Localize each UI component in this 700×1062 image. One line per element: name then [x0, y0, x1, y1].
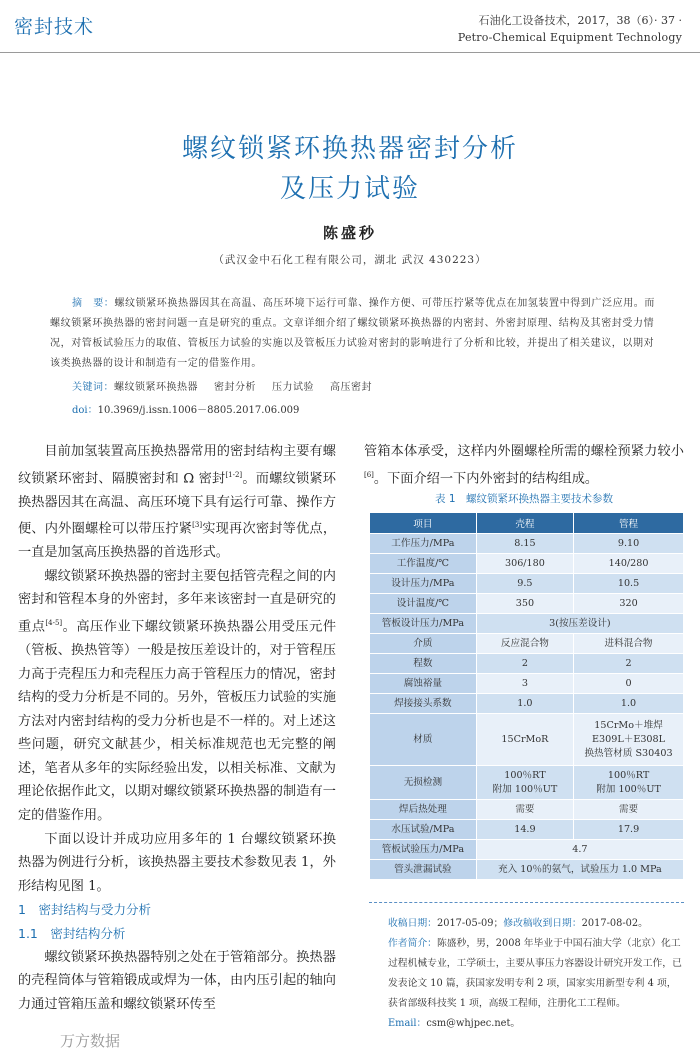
abstract-text: 螺纹锁紧环换热器因其在高温、高压环境下运行可靠、操作方便、可带压拧紧等优点在加氢装置中得到广泛应用。而螺纹锁紧环换热器的密封问题一直是研究的重点。文章详细介绍了螺纹锁紧环换热器的内密封、外密封原理、结构及其密封受力情况，对管板试验压力的取值、管板压力试验的实施以及管板压力试验对密封的影响进行了分析和比较，并提出了相关建议，以期对该类换热器的设计和制造有一定的借鉴作用。 [50, 298, 656, 369]
table-row [370, 840, 684, 860]
paper-title-line2: 及压力试验 [279, 174, 420, 204]
table-row [370, 654, 684, 674]
table-cell: 9.10 [574, 534, 684, 554]
row-label-cell: 工作温度/℃ [370, 554, 477, 574]
received-dates: 收稿日期：2017-05-09；修改稿收到日期：2017-08-02。 [388, 918, 648, 929]
keyword: 螺纹锁紧环换热器 [114, 382, 198, 393]
footnote [388, 914, 684, 1034]
table-row [370, 634, 684, 654]
table-cell: 3 [476, 674, 573, 694]
body-left-column [18, 440, 336, 1016]
column-header: 项目 [370, 513, 477, 534]
row-label-cell: 焊后热处理 [370, 800, 477, 820]
paragraph: 螺纹锁紧环换热器特别之处在于管箱部分。换热器的壳程筒体与管箱锻成或焊为一体，由内压引起的轴向力通过管箱压盖和螺纹锁紧环传至 [18, 949, 336, 1012]
table-cell: 2 [476, 654, 573, 674]
row-label-cell: 设计压力/MPa [370, 574, 477, 594]
table-cell: 4.7 [476, 840, 683, 860]
row-label-cell: 无损检测 [370, 766, 477, 800]
row-label-cell: 腐蚀裕量 [370, 674, 477, 694]
abstract [50, 294, 660, 374]
keywords [72, 378, 388, 393]
table-cell: 2 [574, 654, 684, 674]
table-cell: 1.0 [476, 694, 573, 714]
spec-table [369, 512, 684, 880]
table-cell: 100％RT 附加 100％UT [476, 766, 573, 800]
table-cell: 306/180 [476, 554, 573, 574]
watermark: 万方数据 [60, 1032, 121, 1050]
column-header: 壳程 [476, 513, 573, 534]
affiliation: （武汉金中石化工程有限公司，湖北 武汉 430223） [213, 254, 487, 266]
email-link[interactable]: csm@whjpec.net。 [426, 1018, 521, 1029]
section-tag: 密封技术 [14, 16, 95, 38]
subsection-heading: 1.1 密封结构分析 [18, 926, 126, 942]
keyword: 密封分析 [214, 382, 256, 393]
table-cell: 9.5 [476, 574, 573, 594]
row-label-cell: 管头泄漏试验 [370, 860, 477, 880]
abstract-label: 摘 要： [72, 298, 115, 309]
paragraph: 螺纹锁紧环换热器的密封主要包括管壳程之间的内密封和管程本身的外密封，多年来该密封一直是研究的重点[4-5]。高压作业下螺纹锁紧环换热器公用受压元件（管板、换热管等）一般是按压差设计的，对于管程压力高于壳程压力和壳程压力高于管程压力的情况，密封结构的受力分析是不同的。另外，管板压力试验的实施方法对内密封结构的受力分析也是不一样的。对上述这些问题，研究文献甚少，相关标准规范也无完整的阐述，笔者从多年的实际经验出发，以相关标准、文献为理论依据作此文，以期对螺纹锁紧环换热器的制造有一定的借鉴作用。 [18, 568, 337, 824]
footnote-divider [369, 902, 684, 903]
row-label-cell: 材质 [370, 714, 477, 766]
row-label-cell: 程数 [370, 654, 477, 674]
keyword: 压力试验 [272, 382, 314, 393]
doi-value[interactable]: 10.3969/j.issn.1006－8805.2017.06.009 [97, 405, 300, 416]
header-rule [0, 52, 700, 53]
table-cell: 100％RT 附加 100％UT [574, 766, 684, 800]
table-cell: 10.5 [574, 574, 684, 594]
table-cell: 充入 10％的氨气，试验压力 1.0 MPa [476, 860, 683, 880]
journal-name-en: Petro-Chemical Equipment Technology [457, 31, 682, 44]
paragraph: 目前加氢装置高压换热器常用的密封结构主要有螺纹锁紧环密封、隔膜密封和 Ω 密封[1-2]。而螺纹锁紧环换热器因其在高温、高压环境下具有运行可靠、操作方便、内外圈螺栓可以带压拧紧[3]实现再次密封等优点，一直是加氢高压换热器的首选形式。 [18, 444, 337, 561]
table-row [370, 614, 684, 634]
table-row [370, 674, 684, 694]
paper-title-line1: 螺纹锁紧环换热器密封分析 [181, 134, 518, 164]
table-cell: 15CrMoR [476, 714, 573, 766]
body-right-column [364, 440, 684, 491]
table-row [370, 820, 684, 840]
table-row [370, 574, 684, 594]
citation-ref[interactable]: [6] [364, 470, 374, 479]
author-bio: 作者简介：陈盛秒，男，2008 年毕业于中国石油大学（北京）化工过程机械专业，工学硕士，主要从事压力容器设计研究开发工作，已发表论文 10 篇，获国家发明专利 2 项，国家实用新型专利 4 项，获省部级科技奖 1 项，高级工程师，注册化工工程师。 [388, 938, 682, 1009]
table-caption: 表 1 螺纹锁紧环换热器主要技术参数 [434, 493, 614, 505]
table-cell: 8.15 [476, 534, 573, 554]
table-cell: 3(按压差设计) [476, 614, 683, 634]
citation-ref[interactable]: [3] [192, 521, 203, 530]
table-row [370, 534, 684, 554]
table-cell: 15CrMo＋堆焊 E309L＋E308L 换热管材质 S30403 [574, 714, 684, 766]
paragraph: 管箱本体承受，这样内外圈螺栓所需的螺栓预紧力较小[6]。下面介绍一下内外密封的结构组成。 [364, 444, 684, 486]
keyword: 高压密封 [330, 382, 372, 393]
table-cell: 需要 [476, 800, 573, 820]
paragraph: 下面以设计并成功应用多年的 1 台螺纹锁紧环换热器为例进行分析，该换热器主要技术参数见表 1，外形结构见图 1。 [18, 831, 336, 894]
row-label-cell: 管板设计压力/MPa [370, 614, 477, 634]
row-label-cell: 工作压力/MPa [370, 534, 477, 554]
table-cell: 320 [574, 594, 684, 614]
keywords-label: 关键词： [72, 382, 114, 393]
journal-citation: 石油化工设备技术，2017，38（6）· 37 · [478, 14, 682, 27]
column-header: 管程 [574, 513, 684, 534]
table-row [370, 766, 684, 800]
doi [72, 401, 299, 416]
row-label-cell: 管板试验压力/MPa [370, 840, 477, 860]
row-label-cell: 焊接接头系数 [370, 694, 477, 714]
row-label-cell: 介质 [370, 634, 477, 654]
table-row [370, 714, 684, 766]
author-name: 陈盛秒 [322, 224, 377, 242]
table-cell: 0 [574, 674, 684, 694]
table-cell: 需要 [574, 800, 684, 820]
author-email: Email：csm@whjpec.net。 [388, 1018, 521, 1029]
table-cell: 进料混合物 [574, 634, 684, 654]
citation-ref[interactable]: [4-5] [45, 618, 63, 627]
table-cell: 1.0 [574, 694, 684, 714]
table-cell: 140/280 [574, 554, 684, 574]
doi-label: doi： [72, 405, 98, 416]
table-cell: 反应混合物 [476, 634, 573, 654]
row-label-cell: 水压试验/MPa [370, 820, 477, 840]
table-header-row [370, 513, 684, 534]
row-label-cell: 设计温度/℃ [370, 594, 477, 614]
table-row [370, 860, 684, 880]
table-cell: 17.9 [574, 820, 684, 840]
section-heading: 1 密封结构与受力分析 [18, 902, 151, 918]
table-cell: 350 [476, 594, 573, 614]
table-row [370, 800, 684, 820]
table-row [370, 594, 684, 614]
table-row [370, 694, 684, 714]
citation-ref[interactable]: [1-2] [225, 470, 243, 479]
table-row [370, 554, 684, 574]
table-cell: 14.9 [476, 820, 573, 840]
